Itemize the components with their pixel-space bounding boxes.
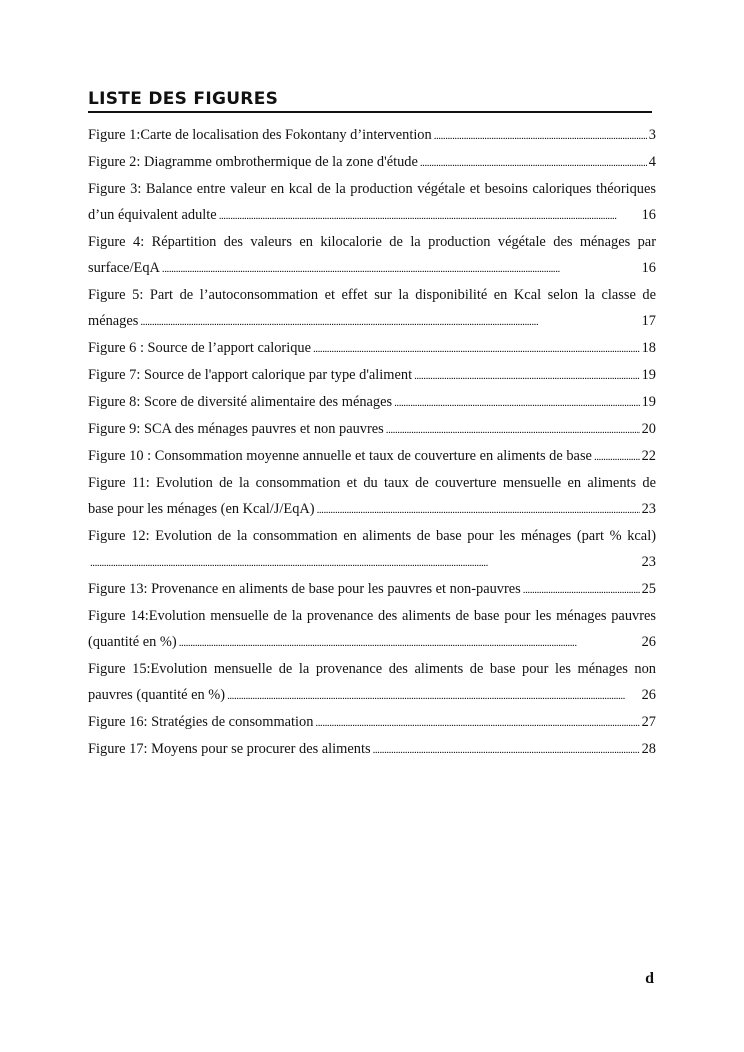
toc-entry-title: Figure 13: Provenance en aliments de base pour les pauvres et non-pauvres xyxy=(88,581,521,597)
dot-leader xyxy=(394,389,640,416)
toc-entry-line xyxy=(88,122,656,149)
toc-entry-title: Figure 9: SCA des ménages pauvres et non pauvres xyxy=(88,421,384,437)
toc-entry[interactable] xyxy=(88,282,656,335)
toc-entry-line xyxy=(88,709,656,736)
toc-entry-page: 17 xyxy=(641,313,656,329)
toc-entry[interactable] xyxy=(88,709,656,736)
toc-entry-title: Figure 7: Source de l'apport calorique par type d'aliment xyxy=(88,367,413,383)
toc-entry-line xyxy=(88,496,656,523)
toc-entry-line xyxy=(88,736,656,763)
dot-leader xyxy=(317,496,640,523)
dot-leader xyxy=(434,122,647,149)
toc-entry-title: Figure 16: Stratégies de consommation xyxy=(88,714,314,730)
toc-entry[interactable] xyxy=(88,176,656,229)
toc-entry-line xyxy=(88,629,656,656)
toc-entry[interactable] xyxy=(88,416,656,443)
toc-entry-page: 19 xyxy=(641,394,656,410)
toc-entry-line xyxy=(88,389,656,416)
toc-entry-line xyxy=(88,416,656,443)
toc-entry-page: 23 xyxy=(641,554,656,570)
toc-entry-page: 18 xyxy=(641,340,656,356)
toc-entry-title: Figure 3: Balance entre valeur en kcal de la production végétale et besoins caloriques théoriques xyxy=(88,181,656,197)
dot-leader xyxy=(90,549,640,576)
toc-entry-line xyxy=(88,202,656,229)
toc-entry-title: Figure 15:Evolution mensuelle de la provenance des aliments de base pour les ménages non xyxy=(88,661,656,677)
dot-leader xyxy=(179,629,640,656)
dot-leader xyxy=(386,416,640,443)
toc-entry-page: 22 xyxy=(641,448,656,464)
toc-entry-title: ménages xyxy=(88,313,139,329)
page-title: LISTE DES FIGURES xyxy=(88,89,279,109)
toc-entry-title: Figure 17: Moyens pour se procurer des aliments xyxy=(88,741,371,757)
toc-entry[interactable] xyxy=(88,576,656,603)
toc-entry-title: Figure 5: Part de l’autoconsommation et effet sur la disponibilité en Kcal selon la classe de xyxy=(88,287,656,303)
toc-entry-line xyxy=(88,443,656,470)
toc-entry-page: 28 xyxy=(641,741,656,757)
dot-leader xyxy=(414,362,640,389)
toc-entry[interactable] xyxy=(88,362,656,389)
toc-entry-page: 16 xyxy=(641,207,656,223)
dot-leader xyxy=(227,682,640,709)
title-underline xyxy=(88,111,652,113)
toc-entry[interactable] xyxy=(88,443,656,470)
figure-list xyxy=(88,122,656,763)
toc-entry-page: 16 xyxy=(641,260,656,276)
toc-entry[interactable] xyxy=(88,603,656,656)
dot-leader xyxy=(315,709,639,736)
toc-entry-line xyxy=(88,362,656,389)
toc-entry-page: 20 xyxy=(641,421,656,437)
toc-entry-page: 19 xyxy=(641,367,656,383)
toc-entry-page: 25 xyxy=(641,581,656,597)
toc-entry-title: Figure 4: Répartition des valeurs en kilocalorie de la production végétale des ménages par xyxy=(88,234,656,250)
dot-leader xyxy=(523,576,640,603)
toc-entry-title: (quantité en %) xyxy=(88,634,177,650)
toc-entry-title: Figure 6 : Source de l’apport calorique xyxy=(88,340,311,356)
toc-entry-line xyxy=(88,576,656,603)
toc-entry-title: Figure 14:Evolution mensuelle de la provenance des aliments de base pour les ménages pauvres xyxy=(88,608,656,624)
toc-entry-page: 27 xyxy=(641,714,656,730)
toc-entry-title: Figure 1:Carte de localisation des Fokontany d’intervention xyxy=(88,127,432,143)
toc-entry[interactable] xyxy=(88,229,656,282)
toc-entry-title: Figure 2: Diagramme ombrothermique de la zone d'étude xyxy=(88,154,418,170)
toc-entry[interactable] xyxy=(88,122,656,149)
toc-entry-title: Figure 10 : Consommation moyenne annuelle et taux de couverture en aliments de base xyxy=(88,448,592,464)
toc-entry-line xyxy=(88,335,656,362)
toc-entry[interactable] xyxy=(88,736,656,763)
toc-entry-line xyxy=(88,308,656,335)
toc-entry-page: 23 xyxy=(641,501,656,517)
toc-entry-title: d’un équivalent adulte xyxy=(88,207,217,223)
toc-entry-title: surface/EqA xyxy=(88,260,160,276)
dot-leader xyxy=(373,736,640,763)
toc-entry-page: 4 xyxy=(648,154,656,170)
dot-leader xyxy=(313,335,640,362)
dot-leader xyxy=(219,202,640,229)
toc-entry-line xyxy=(88,255,656,282)
dot-leader xyxy=(140,308,639,335)
toc-entry[interactable] xyxy=(88,335,656,362)
toc-entry[interactable] xyxy=(88,523,656,576)
toc-entry-title: pauvres (quantité en %) xyxy=(88,687,226,703)
toc-entry-line xyxy=(88,549,656,576)
toc-entry[interactable] xyxy=(88,656,656,709)
toc-entry-title: Figure 11: Evolution de la consommation et du taux de couverture mensuelle en aliments de xyxy=(88,475,656,491)
toc-entry[interactable] xyxy=(88,149,656,176)
toc-entry-line xyxy=(88,682,656,709)
toc-entry-title: base pour les ménages (en Kcal/J/EqA) xyxy=(88,501,315,517)
toc-entry-title: Figure 12: Evolution de la consommation en aliments de base pour les ménages (part % kcal) xyxy=(88,528,656,544)
toc-entry-title: Figure 8: Score de diversité alimentaire des ménages xyxy=(88,394,393,410)
toc-entry-line xyxy=(88,149,656,176)
toc-entry[interactable] xyxy=(88,470,656,523)
dot-leader xyxy=(420,149,647,176)
dot-leader xyxy=(162,255,640,282)
toc-entry-page: 26 xyxy=(641,634,656,650)
toc-entry[interactable] xyxy=(88,389,656,416)
dot-leader xyxy=(594,443,640,470)
toc-entry-page: 3 xyxy=(648,127,656,143)
page-number: d xyxy=(645,970,654,987)
toc-entry-page: 26 xyxy=(641,687,656,703)
